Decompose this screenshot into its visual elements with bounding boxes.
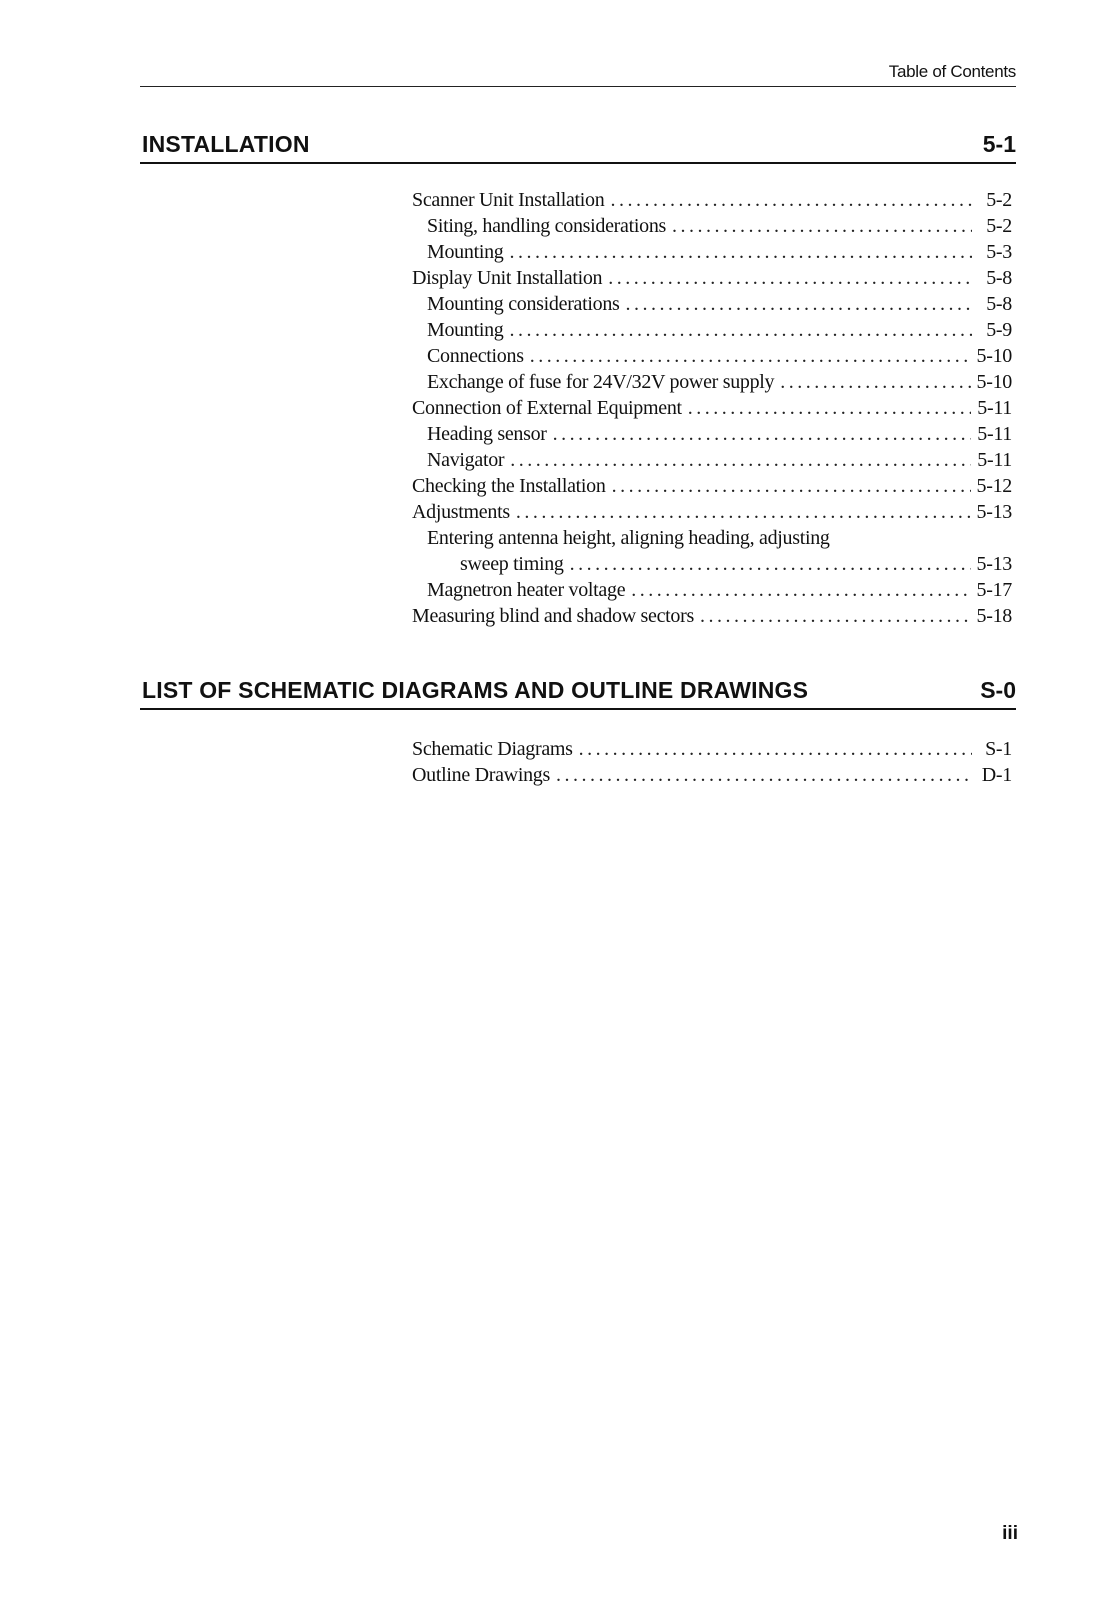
- leader-dots: [553, 421, 972, 447]
- section-heading-installation: [140, 126, 1016, 164]
- leader-dots: [672, 213, 972, 239]
- toc-entry-label: Mounting: [427, 319, 504, 341]
- toc-entry[interactable]: [412, 762, 1012, 788]
- leader-dots: [608, 265, 972, 291]
- leader-dots: [700, 603, 971, 629]
- toc-entry-page: 5-8: [986, 267, 1012, 289]
- toc-entry-label: Mounting considerations: [427, 293, 620, 315]
- toc-entry-label: Adjustments: [412, 501, 510, 523]
- toc-entry[interactable]: [412, 317, 1012, 343]
- section-title: INSTALLATION: [142, 131, 310, 157]
- page-number: iii: [1002, 1523, 1018, 1544]
- toc-entry[interactable]: [412, 369, 1012, 395]
- toc-entry-page: 5-9: [986, 319, 1012, 341]
- toc-list-schematics: [412, 736, 1012, 788]
- leader-dots: [579, 736, 972, 762]
- section-heading-schematics: [140, 672, 1016, 710]
- section-page: 5-1: [982, 131, 1016, 157]
- section-title: LIST OF SCHEMATIC DIAGRAMS AND OUTLINE DRAWINGS: [142, 677, 809, 703]
- section-page: S-0: [980, 677, 1016, 703]
- toc-entry-label: Magnetron heater voltage: [427, 579, 626, 601]
- leader-dots: [610, 187, 972, 213]
- running-header-title: Table of Contents: [888, 62, 1016, 81]
- toc-entry[interactable]: [412, 603, 1012, 629]
- toc-entry-page: 5-8: [986, 293, 1012, 315]
- toc-entry-page: 5-17: [976, 579, 1012, 601]
- toc-entry[interactable]: [412, 395, 1012, 421]
- toc-entry[interactable]: [412, 447, 1012, 473]
- toc-entry-page: 5-13: [976, 501, 1012, 523]
- toc-entry-page: 5-18: [976, 605, 1012, 627]
- toc-entry-label: Navigator: [427, 449, 505, 471]
- toc-entry-label: Entering antenna height, aligning heading, adjusting: [427, 527, 830, 549]
- toc-entry[interactable]: [412, 421, 1012, 447]
- toc-entry-page: 5-3: [986, 241, 1012, 263]
- leader-dots: [570, 551, 971, 577]
- toc-entry-label: Outline Drawings: [412, 764, 550, 786]
- leader-dots: [516, 499, 971, 525]
- toc-entry-label: sweep timing: [460, 553, 564, 575]
- leader-dots: [631, 577, 970, 603]
- toc-entry-page: 5-10: [976, 345, 1012, 367]
- toc-entry-page: 5-2: [986, 215, 1012, 237]
- toc-entry-label: Mounting: [427, 241, 504, 263]
- toc-entry[interactable]: [412, 239, 1012, 265]
- leader-dots: [688, 395, 972, 421]
- toc-entry-page: 5-10: [976, 371, 1012, 393]
- toc-entry-label: Heading sensor: [427, 423, 547, 445]
- toc-entry-label: Exchange of fuse for 24V/32V power supply: [427, 371, 775, 393]
- toc-entry-label: Scanner Unit Installation: [412, 189, 605, 211]
- toc-entry-wrapped-line[interactable]: [412, 525, 1012, 551]
- toc-entry-page: 5-12: [976, 475, 1012, 497]
- toc-entry-page: 5-13: [976, 553, 1012, 575]
- toc-entry-label: Connection of External Equipment: [412, 397, 682, 419]
- toc-entry[interactable]: [412, 473, 1012, 499]
- toc-entry-page: S-1: [985, 738, 1012, 760]
- toc-entry-label: Checking the Installation: [412, 475, 606, 497]
- toc-entry-page: 5-11: [977, 423, 1012, 445]
- leader-dots: [510, 239, 973, 265]
- toc-entry[interactable]: [412, 187, 1012, 213]
- leader-dots: [612, 473, 971, 499]
- toc-entry[interactable]: [412, 551, 1012, 577]
- toc-entry[interactable]: [412, 577, 1012, 603]
- leader-dots: [510, 447, 971, 473]
- toc-entry[interactable]: [412, 736, 1012, 762]
- toc-entry-page: 5-2: [986, 189, 1012, 211]
- leader-dots: [510, 317, 973, 343]
- toc-entry-label: Schematic Diagrams: [412, 738, 573, 760]
- toc-entry[interactable]: [412, 291, 1012, 317]
- toc-list-installation: [412, 187, 1012, 629]
- toc-entry[interactable]: [412, 213, 1012, 239]
- toc-entry[interactable]: [412, 343, 1012, 369]
- toc-entry[interactable]: [412, 265, 1012, 291]
- toc-entry-page: D-1: [981, 764, 1012, 786]
- leader-dots: [626, 291, 972, 317]
- toc-entry-label: Measuring blind and shadow sectors: [412, 605, 694, 627]
- leader-dots: [530, 343, 971, 369]
- toc-entry-page: 5-11: [977, 449, 1012, 471]
- toc-entry-label: Display Unit Installation: [412, 267, 603, 289]
- toc-entry-label: Siting, handling considerations: [427, 215, 667, 237]
- leader-dots: [556, 762, 972, 788]
- toc-entry-label: Connections: [427, 345, 524, 367]
- toc-entry[interactable]: [412, 499, 1012, 525]
- toc-entry-page: 5-11: [977, 397, 1012, 419]
- running-header: [140, 56, 1016, 87]
- leader-dots: [780, 369, 970, 395]
